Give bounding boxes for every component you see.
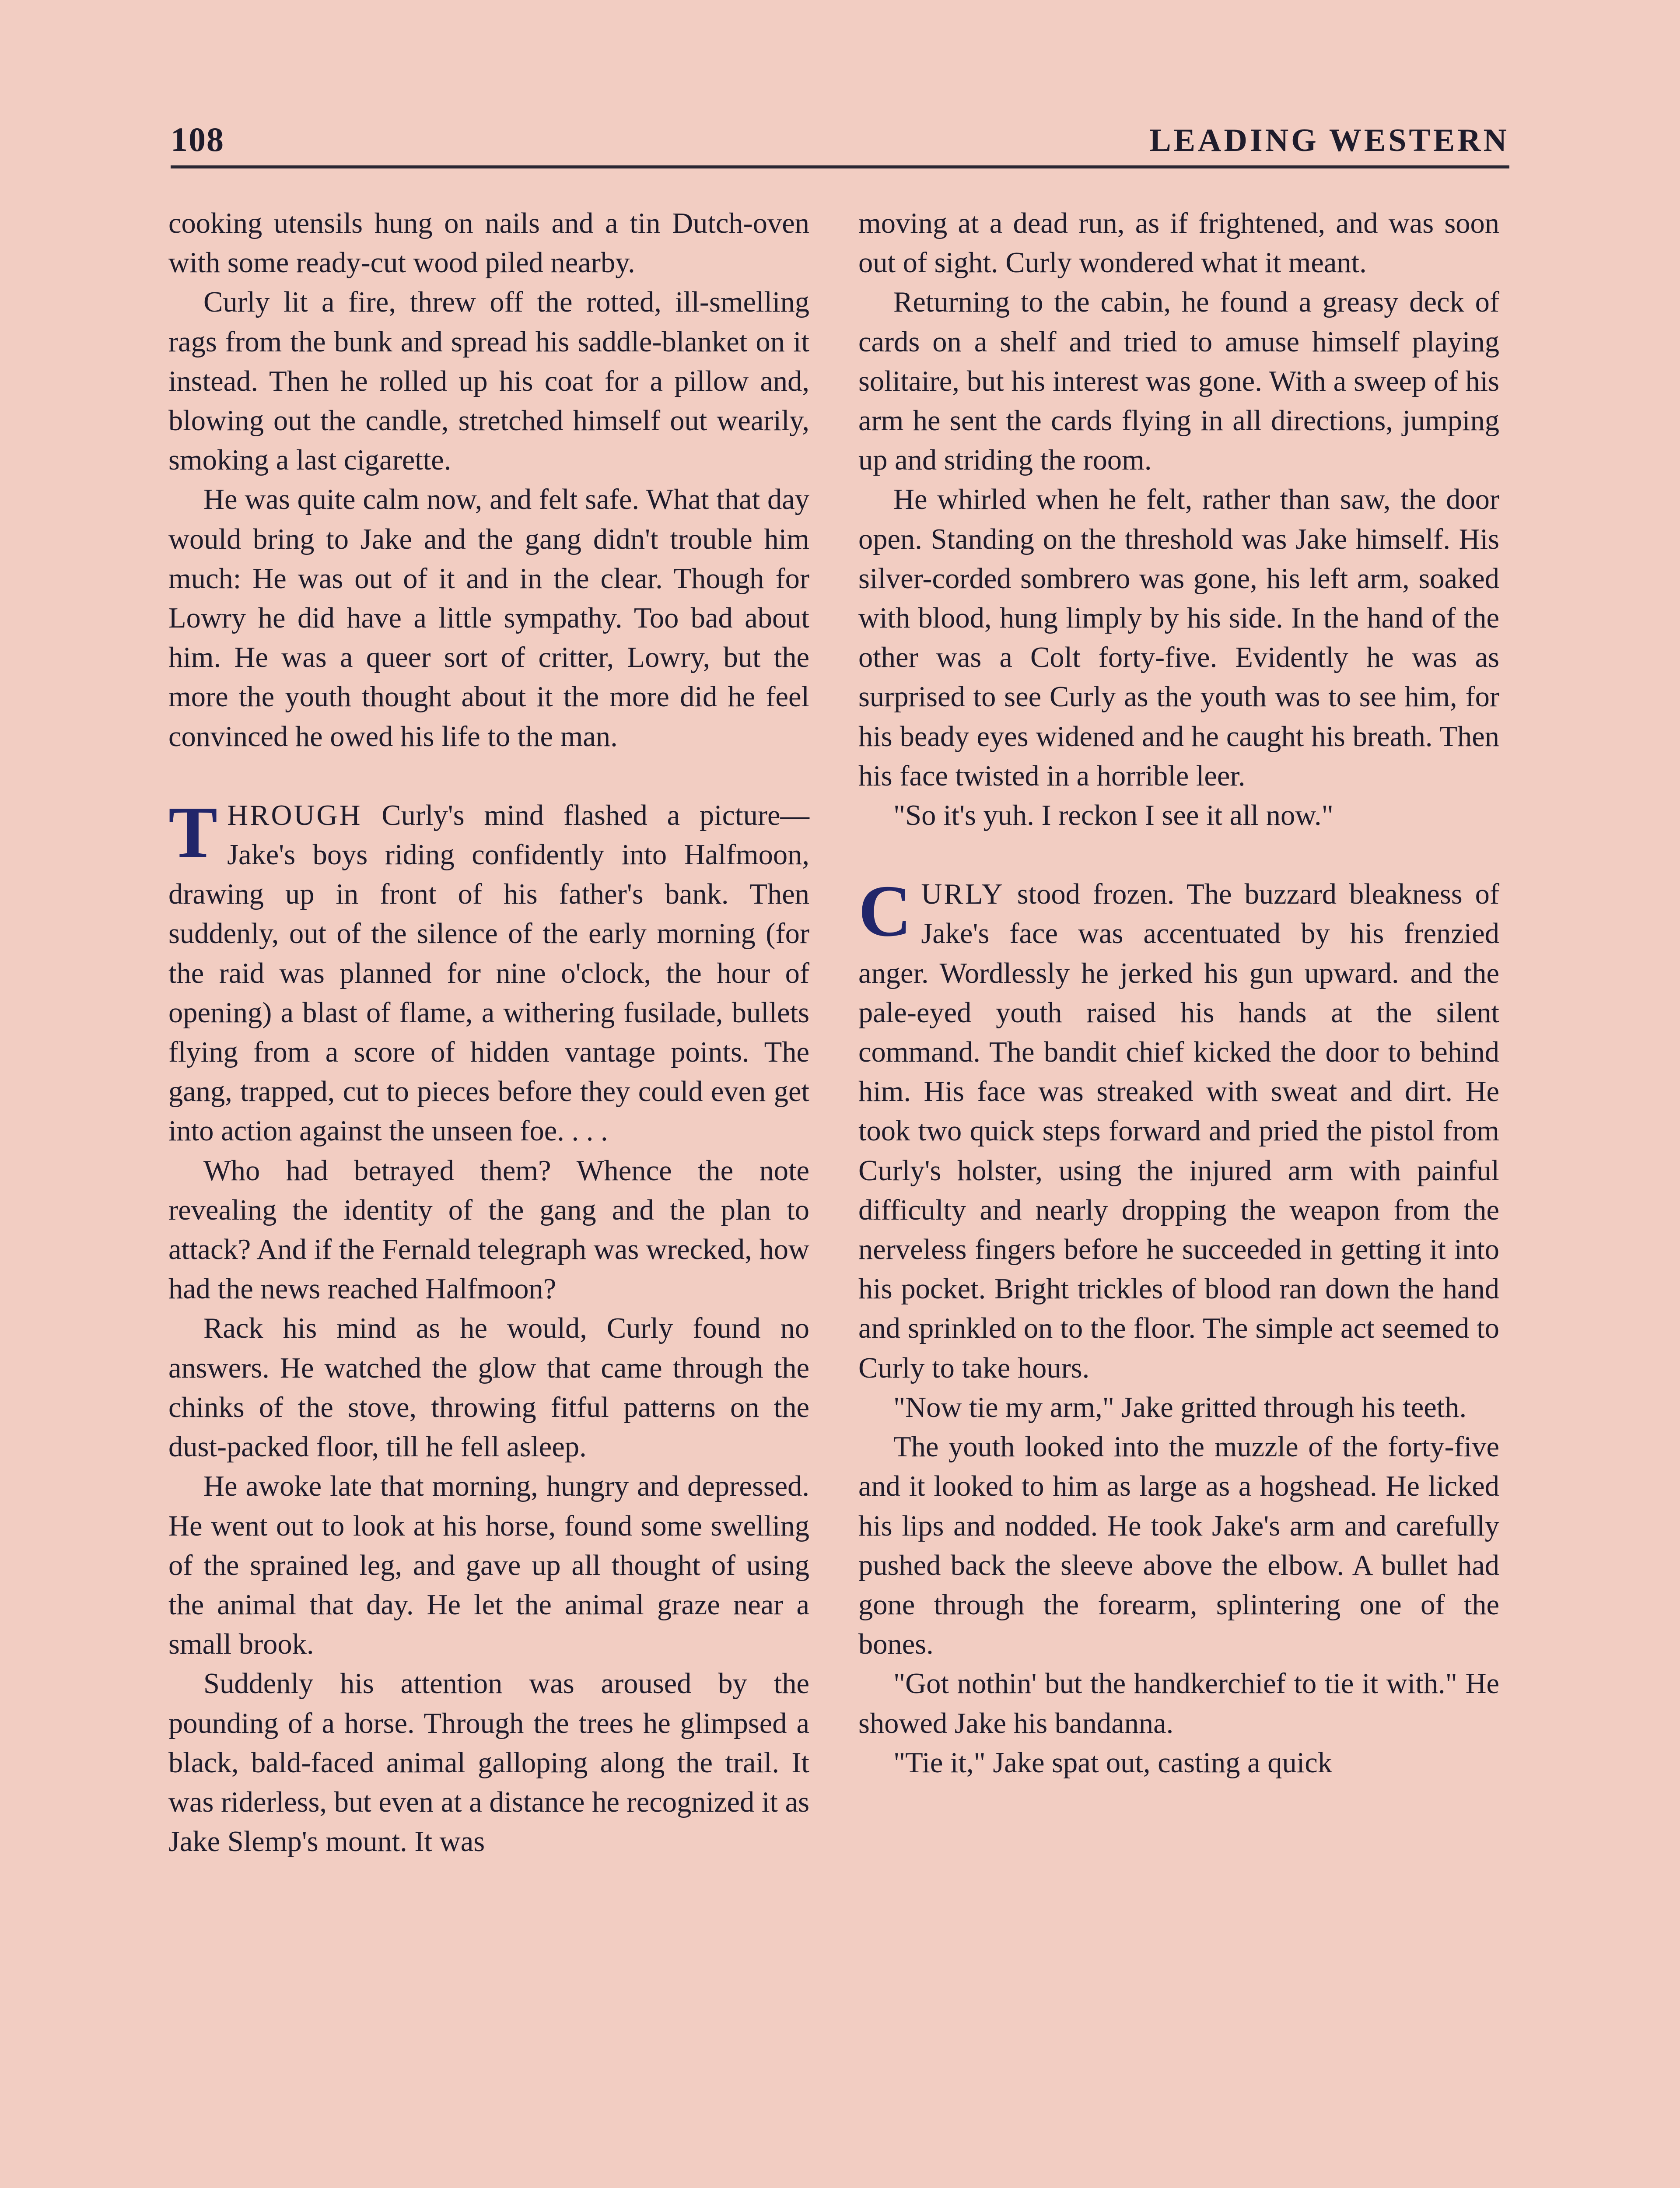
paragraph: Rack his mind as he would, Curly found no answers. He watched the glow that came through the chinks of the stove, throwing fitful patterns on the dust-packed floor, till he fell asleep.: [168, 1312, 809, 1463]
paragraph: Curly lit a fire, threw off the rotted, ill-smelling rags from the bunk and spread his saddle-blanket on it instead. Then he rolled up his coat for a pillow and, blowing out the candle, stretched himself out wearily, smoking a last cigarette.: [168, 286, 809, 477]
paragraph: "So it's yuh. I reckon I see it all now.": [893, 799, 1334, 832]
small-caps-lead: HROUGH: [227, 799, 362, 831]
paragraph-text: stood frozen. The buzzard bleakness of Jake's face was accentuated by his frenzied anger. Wordlessly he jerked his gun upward. and the pale-eyed youth raised his hands at the silent command. The bandit chief kicked the door to behind him. His face was streaked with sweat and dirt. He took two quick steps forward and pried the pistol from Curly's holster, using the injured arm with painful difficulty and nearly dropping the weapon from the nerveless fingers before he succeeded in getting it into his pocket. Bright trickles of blood ran down the hand and sprinkled on to the floor. The simple act seemed to Curly to take hours.: [858, 878, 1499, 1384]
paragraph: "Tie it," Jake spat out, casting a quick: [893, 1746, 1333, 1779]
paragraph: The youth looked into the muzzle of the forty-five and it looked to him as large as a hogshead. He licked his lips and nodded. He took Jake's arm and carefully pushed back the sleeve above the elbow. A bullet had gone through the forearm, splintering one of the bones.: [858, 1431, 1499, 1661]
paragraph: He whirled when he felt, rather than saw, the door open. Standing on the threshold was Jake himself. His silver-corded sombrero was gone, his left arm, soaked with blood, hung limply by his side. In the hand of the other was a Colt forty-five. Evidently he was as surprised to see Curly as the youth was to see him, for his beady eyes widened and he caught his breath. Then his face twisted in a horrible leer.: [858, 484, 1499, 792]
paragraph: He was quite calm now, and felt safe. What that day would bring to Jake and the gang didn't trouble him much: He was out of it and in the clear. Though for Lowry he did have a little sympathy. Too bad about him. He was a queer sort of critter, Lowry, but the more the youth thought about it the more did he feel convinced he owed his life to the man.: [168, 484, 809, 753]
paragraph-text: Curly's mind flashed a picture—Jake's boys riding confidently into Halfmoon, drawing up in front of his father's bank. Then suddenly, out of the silence of the early morning (for the raid was planned for nine o'clock, the hour of opening) a blast of flame, a withering fusilade, bullets flying from a score of hidden vantage points. The gang, trapped, cut to pieces before they could even get into action against the unseen foe. . . .: [168, 799, 809, 1147]
page-number: 108: [171, 120, 224, 158]
paragraph: moving at a dead run, as if frightened, and was soon out of sight. Curly wondered what it meant.: [858, 207, 1499, 279]
drop-cap: T: [168, 791, 218, 873]
page-header: [171, 117, 1509, 168]
paragraph: "Got nothin' but the handkerchief to tie it with." He showed Jake his bandanna.: [858, 1668, 1499, 1739]
paragraph: Returning to the cabin, he found a greasy deck of cards on a shelf and tried to amuse himself playing solitaire, but his interest was gone. With a sweep of his arm he sent the cards flying in all directions, jumping up and striding the room.: [858, 286, 1499, 477]
magazine-title: LEADING WESTERN: [1149, 123, 1509, 158]
paragraph: He awoke late that morning, hungry and depressed. He went out to look at his horse, found some swelling of the sprained leg, and gave up all thought of using the animal that day. He let the animal graze near a small brook.: [168, 1470, 809, 1661]
drop-cap: C: [858, 870, 912, 952]
paragraph: Suddenly his attention was aroused by the pounding of a horse. Through the trees he glimpsed a black, bald-faced animal galloping along the trail. It was riderless, but even at a distance he recognized it as Jake Slemp's mount. It was: [168, 1668, 809, 1858]
small-caps-lead: URLY: [921, 878, 1004, 911]
right-column: [858, 204, 1499, 1783]
paragraph: cooking utensils hung on nails and a tin Dutch-oven with some ready-cut wood piled nearby.: [168, 207, 809, 279]
left-column: [168, 204, 809, 1862]
section-start-paragraph: [168, 791, 809, 1151]
section-start-paragraph: [858, 870, 1499, 1388]
paragraph: "Now tie my arm," Jake gritted through his teeth.: [893, 1391, 1467, 1424]
paragraph: Who had betrayed them? Whence the note revealing the identity of the gang and the plan to attack? And if the Fernald telegraph was wrecked, how had the news reached Halfmoon?: [168, 1154, 809, 1305]
